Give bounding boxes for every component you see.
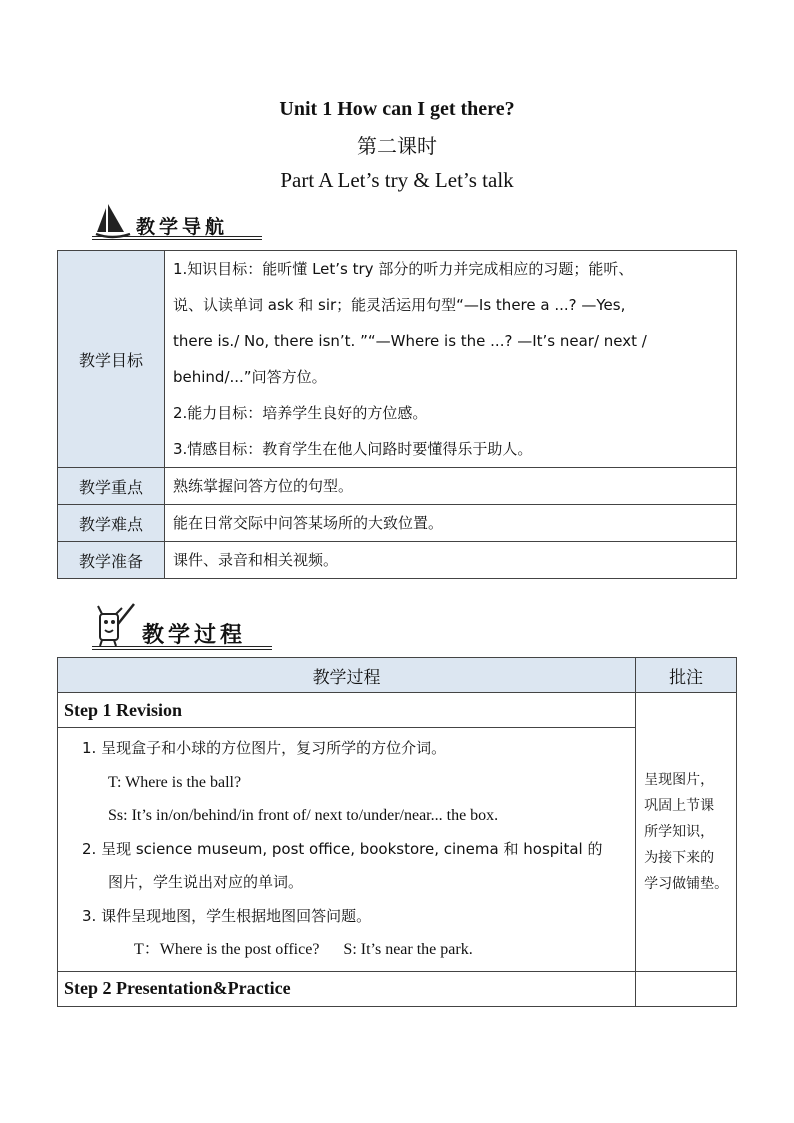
- objective-line: 2.能力目标：培养学生良好的方位感。: [173, 404, 428, 422]
- unit-title: Unit 1 How can I get there?: [279, 98, 515, 120]
- teacher-pointer-icon: [92, 600, 138, 648]
- objective-line: 说、认读单词 ask 和 sir；能灵活运用句型“—Is there a ...? —Yes,: [173, 296, 626, 314]
- step1-title: Step 1 Revision: [58, 693, 636, 728]
- objectives-value: [165, 251, 737, 468]
- difficult-points-value: 能在日常交际中问答某场所的大致位置。: [165, 505, 737, 542]
- step1-body-row: [58, 728, 737, 972]
- objective-line: 3.情感目标：教育学生在他人问路时要懂得乐于助人。: [173, 440, 533, 458]
- step1-body: [58, 728, 636, 972]
- teaching-process-label: 教学过程: [142, 623, 247, 648]
- notes-column-header: 批注: [636, 658, 737, 693]
- lesson-subtitle: 第二课时: [357, 134, 437, 158]
- step1-line: 3. 课件呈现地图，学生根据地图回答问题。: [82, 906, 372, 925]
- process-column-header: 教学过程: [58, 658, 636, 693]
- step1-line: T: Where is the ball?: [108, 773, 242, 791]
- teaching-process-table: [57, 657, 737, 1007]
- preparation-label: 教学准备: [58, 542, 165, 579]
- step1-line: T：Where is the post office? S: It’s near the park.: [134, 941, 473, 958]
- step1-line: Ss: It’s in/on/behind/in front of/ next to/under/near... the box.: [108, 807, 499, 824]
- teaching-process-banner: [92, 600, 272, 650]
- objectives-row: [58, 251, 737, 468]
- step2-title-row: [58, 971, 737, 1006]
- teaching-guide-label: 教学导航: [136, 216, 229, 238]
- teaching-guide-banner: [92, 200, 262, 250]
- step1-line: 2. 呈现 science museum, post office, bookstore, cinema 和 hospital 的: [82, 839, 603, 858]
- part-subtitle: Part A Let’s try & Let’s talk: [280, 168, 514, 192]
- objectives-label: 教学目标: [58, 251, 165, 468]
- objective-line: behind/...”问答方位。: [173, 368, 327, 386]
- teaching-goals-table: [57, 250, 737, 579]
- key-points-value: 熟练掌握问答方位的句型。: [165, 468, 737, 505]
- step1-title-row: [58, 693, 737, 728]
- difficult-points-row: [58, 505, 737, 542]
- step1-note: 呈现图片， 巩固上节课 所学知识， 为接下来的 学习做铺垫。: [636, 693, 737, 972]
- sailboat-icon: [94, 200, 134, 240]
- objective-line: there is./ No, there isn’t. ”“—Where is the ...? —It’s near/ next /: [173, 332, 647, 350]
- step1-line: 1. 呈现盒子和小球的方位图片，复习所学的方位介词。: [82, 739, 447, 757]
- step1-line: 图片，学生说出对应的单词。: [108, 873, 304, 891]
- key-points-label: 教学重点: [58, 468, 165, 505]
- difficult-points-label: 教学难点: [58, 505, 165, 542]
- preparation-row: [58, 542, 737, 579]
- preparation-value: 课件、录音和相关视频。: [165, 542, 737, 579]
- step2-note: [636, 971, 737, 1006]
- objective-line: 1.知识目标：能听懂 Let’s try 部分的听力并完成相应的习题；能听、: [173, 260, 634, 278]
- step2-title: Step 2 Presentation&Practice: [58, 971, 636, 1006]
- key-points-row: [58, 468, 737, 505]
- process-header-row: [58, 658, 737, 693]
